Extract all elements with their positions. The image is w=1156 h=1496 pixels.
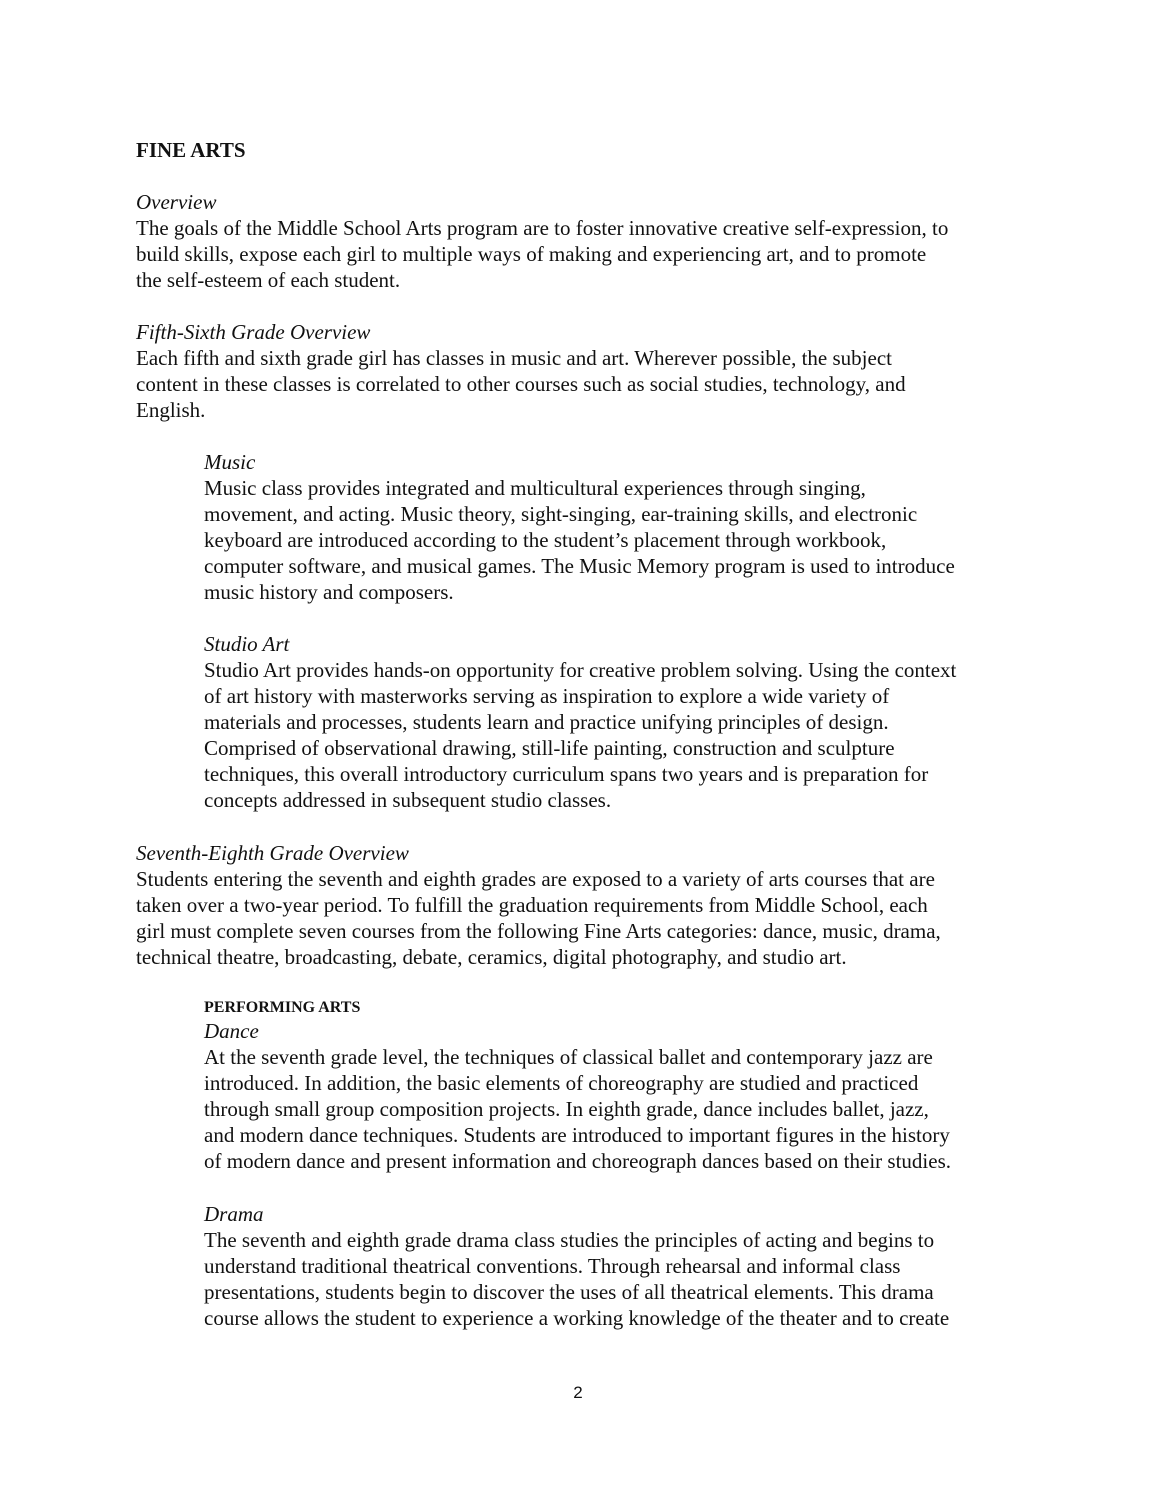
fifth-sixth-line: English. [136,398,206,422]
studio-art-section [204,631,1044,813]
page-title: FINE ARTS [136,138,246,162]
fifth-sixth-section [136,319,1036,423]
overview-section [136,189,1036,293]
overview-line: the self-esteem of each student. [136,268,401,292]
dance-line: of modern dance and present information and choreograph dances based on their studies. [204,1149,951,1173]
dance-line: introduced. In addition, the basic elements of choreography are studied and practiced [204,1071,919,1095]
music-line: Music class provides integrated and multicultural experiences through singing, [204,476,866,500]
dance-line: through small group composition projects. In eighth grade, dance includes ballet, jazz, [204,1097,929,1121]
drama-line: presentations, students begin to discover the uses of all theatrical elements. This drama [204,1280,934,1304]
dance-line: At the seventh grade level, the techniques of classical ballet and contemporary jazz are [204,1045,933,1069]
studio-art-line: techniques, this overall introductory curriculum spans two years and is preparation for [204,762,929,786]
drama-section [204,1201,1044,1331]
studio-art-line: Studio Art provides hands-on opportunity for creative problem solving. Using the context [204,658,957,682]
music-line: computer software, and musical games. The Music Memory program is used to introduce [204,554,955,578]
drama-heading: Drama [204,1202,264,1226]
drama-line: understand traditional theatrical conventions. Through rehearsal and informal class [204,1254,901,1278]
music-heading: Music [204,450,256,474]
dance-line: and modern dance techniques. Students are introduced to important figures in the history [204,1123,950,1147]
seventh-eighth-line: girl must complete seven courses from the following Fine Arts categories: dance, music, drama, [136,919,941,943]
music-section [204,449,1044,605]
seventh-eighth-section [136,840,1036,970]
page-number: 2 [573,1383,583,1402]
studio-art-heading: Studio Art [204,632,290,656]
overview-line: The goals of the Middle School Arts program are to foster innovative creative self-expression, to [136,216,949,240]
seventh-eighth-line: Students entering the seventh and eighth grades are exposed to a variety of arts courses that are [136,867,935,891]
studio-art-line: of art history with masterworks serving as inspiration to explore a wide variety of [204,684,890,708]
overview-line: build skills, expose each girl to multiple ways of making and experiencing art, and to promote [136,242,927,266]
seventh-eighth-line: technical theatre, broadcasting, debate, ceramics, digital photography, and studio art. [136,945,847,969]
overview-heading: Overview [136,190,217,214]
studio-art-line: concepts addressed in subsequent studio classes. [204,788,612,812]
drama-line: The seventh and eighth grade drama class studies the principles of acting and begins to [204,1228,935,1252]
dance-section [204,1018,1044,1174]
studio-art-line: Comprised of observational drawing, still-life painting, construction and sculpture [204,736,895,760]
music-line: keyboard are introduced according to the student’s placement through workbook, [204,528,887,552]
performing-arts-heading: PERFORMING ARTS [204,999,361,1016]
fifth-sixth-line: Each fifth and sixth grade girl has classes in music and art. Wherever possible, the subject [136,346,892,370]
dance-heading: Dance [204,1019,259,1043]
music-line: music history and composers. [204,580,454,604]
drama-line: course allows the student to experience a working knowledge of the theater and to create [204,1306,950,1330]
fifth-sixth-heading: Fifth-Sixth Grade Overview [136,320,371,344]
fifth-sixth-line: content in these classes is correlated to other courses such as social studies, technology, and [136,372,906,396]
music-line: movement, and acting. Music theory, sight-singing, ear-training skills, and electronic [204,502,918,526]
seventh-eighth-heading: Seventh-Eighth Grade Overview [136,841,409,865]
studio-art-line: materials and processes, students learn and practice unifying principles of design. [204,710,889,734]
seventh-eighth-line: taken over a two-year period. To fulfill the graduation requirements from Middle School, each [136,893,928,917]
